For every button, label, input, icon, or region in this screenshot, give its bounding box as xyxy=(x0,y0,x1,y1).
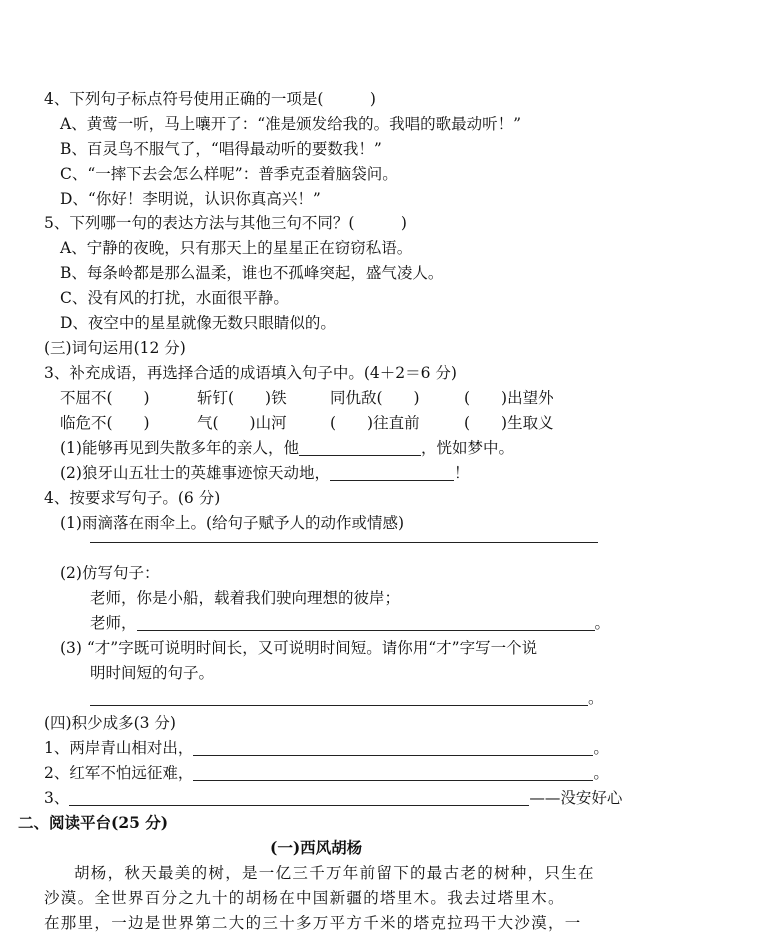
fill-sentence-1-after: ，恍如梦中。 xyxy=(420,439,514,457)
idiom-blank[interactable]: 斩钉( )铁 xyxy=(197,389,287,407)
sec3-q3-stem: 3、补充成语，再选择合适的成语填入句子中。(4＋2＝6 分) xyxy=(44,364,457,382)
answer-blank[interactable] xyxy=(137,614,595,631)
poem-line-2-text: 2、红军不怕远征难， xyxy=(44,764,194,782)
answer-blank[interactable] xyxy=(90,689,588,706)
end-mark: 。 xyxy=(593,764,609,782)
sec3-q4-part1: (1)雨滴落在雨伞上。(给句子赋予人的动作或情感) xyxy=(60,514,405,532)
q4-option-b: B、百灵鸟不服气了，“唱得最动听的要数我！” xyxy=(60,140,382,158)
q4-option-c: C、“一摔下去会怎么样呢”：普季克歪着脑袋问。 xyxy=(60,165,398,183)
fill-sentence-1 xyxy=(60,438,514,458)
q4-option-a: A、黄莺一听，马上嚷开了：“准是颁发给我的。我唱的歌最动听！” xyxy=(60,115,522,133)
reading-paragraph-line: 沙漠。全世界百分之九十的胡杨在中国新疆的塔里木。我去过塔里木。 xyxy=(44,889,565,907)
reading-paragraph-line: 在那里，一边是世界第二大的三十多万平方千米的塔克拉玛干大沙漠，一 xyxy=(44,914,582,932)
reading-paragraph-line: 胡杨，秋天最美的树，是一亿三千万年前留下的最古老的树种，只生在 xyxy=(74,864,595,882)
idiom-blank[interactable]: ( )生取义 xyxy=(464,414,554,432)
poem-line-3-number: 3、 xyxy=(44,789,70,807)
answer-line[interactable] xyxy=(90,542,598,543)
reading-title: (一)西风胡杨 xyxy=(270,838,363,857)
poem-line-3-tail: ——没安好心 xyxy=(529,789,623,807)
end-mark: 。 xyxy=(588,689,604,707)
sec3-q4-part3-line2: 明时间短的句子。 xyxy=(90,664,215,682)
section4-title: (四)积少成多(3 分) xyxy=(44,714,176,732)
prompt-text: 老师， xyxy=(90,614,137,632)
fill-sentence-1-before: (1)能够再见到失散多年的亲人，他 xyxy=(60,439,299,457)
q5-option-b: B、每条岭都是那么温柔，谁也不孤峰突起，盛气凌人。 xyxy=(60,264,444,282)
poem-line-1 xyxy=(44,738,609,758)
answer-blank[interactable] xyxy=(193,764,593,781)
fill-sentence-2 xyxy=(60,463,469,483)
q5-stem: 5、下列哪一句的表达方法与其他三句不同？( ) xyxy=(44,214,407,232)
answer-blank[interactable] xyxy=(193,739,593,756)
sec3-q4-part2-example: 老师，你是小船，载着我们驶向理想的彼岸； xyxy=(90,589,401,607)
sec3-q4-part3-line1: (3) “才”字既可说明时间长，又可说明时间短。请你用“才”字写一个说 xyxy=(60,639,538,657)
sec3-q4-stem: 4、按要求写句子。(6 分) xyxy=(44,489,221,507)
q5-option-a: A、宁静的夜晚，只有那天上的星星正在窃窃私语。 xyxy=(60,239,413,257)
answer-blank[interactable] xyxy=(299,439,421,456)
fill-sentence-2-after: ！ xyxy=(453,464,470,482)
part2-title: 二、阅读平台(25 分) xyxy=(18,813,169,832)
poem-line-1-text: 1、两岸青山相对出， xyxy=(44,739,194,757)
poem-line-3 xyxy=(44,788,622,808)
q4-stem: 4、下列句子标点符号使用正确的一项是( ) xyxy=(44,90,376,108)
idiom-blank[interactable]: ( )出望外 xyxy=(464,389,554,407)
fill-sentence-2-before: (2)狼牙山五壮士的英雄事迹惊天动地， xyxy=(60,464,330,482)
q5-option-d: D、夜空中的星星就像无数只眼睛似的。 xyxy=(60,314,336,332)
answer-blank[interactable] xyxy=(69,789,529,806)
idiom-blank[interactable]: 不屈不( ) xyxy=(60,389,150,407)
idiom-blank[interactable]: 同仇敌( ) xyxy=(330,389,420,407)
poem-line-2 xyxy=(44,763,609,783)
q4-option-d: D、“你好！李明说，认识你真高兴！” xyxy=(60,190,321,208)
section3-title: (三)词句运用(12 分) xyxy=(44,339,186,357)
sec3-q4-part3-answer xyxy=(90,688,604,708)
idiom-blank[interactable]: 临危不( ) xyxy=(60,414,150,432)
end-mark: 。 xyxy=(593,739,609,757)
idiom-blank[interactable]: ( )往直前 xyxy=(330,414,420,432)
answer-blank[interactable] xyxy=(330,464,454,481)
idiom-blank[interactable]: 气( )山河 xyxy=(197,414,287,432)
sec3-q4-part2: (2)仿写句子： xyxy=(60,564,160,582)
sec3-q4-part2-prompt xyxy=(90,613,610,633)
end-mark: 。 xyxy=(594,614,611,632)
q5-option-c: C、没有风的打扰，水面很平静。 xyxy=(60,289,289,307)
